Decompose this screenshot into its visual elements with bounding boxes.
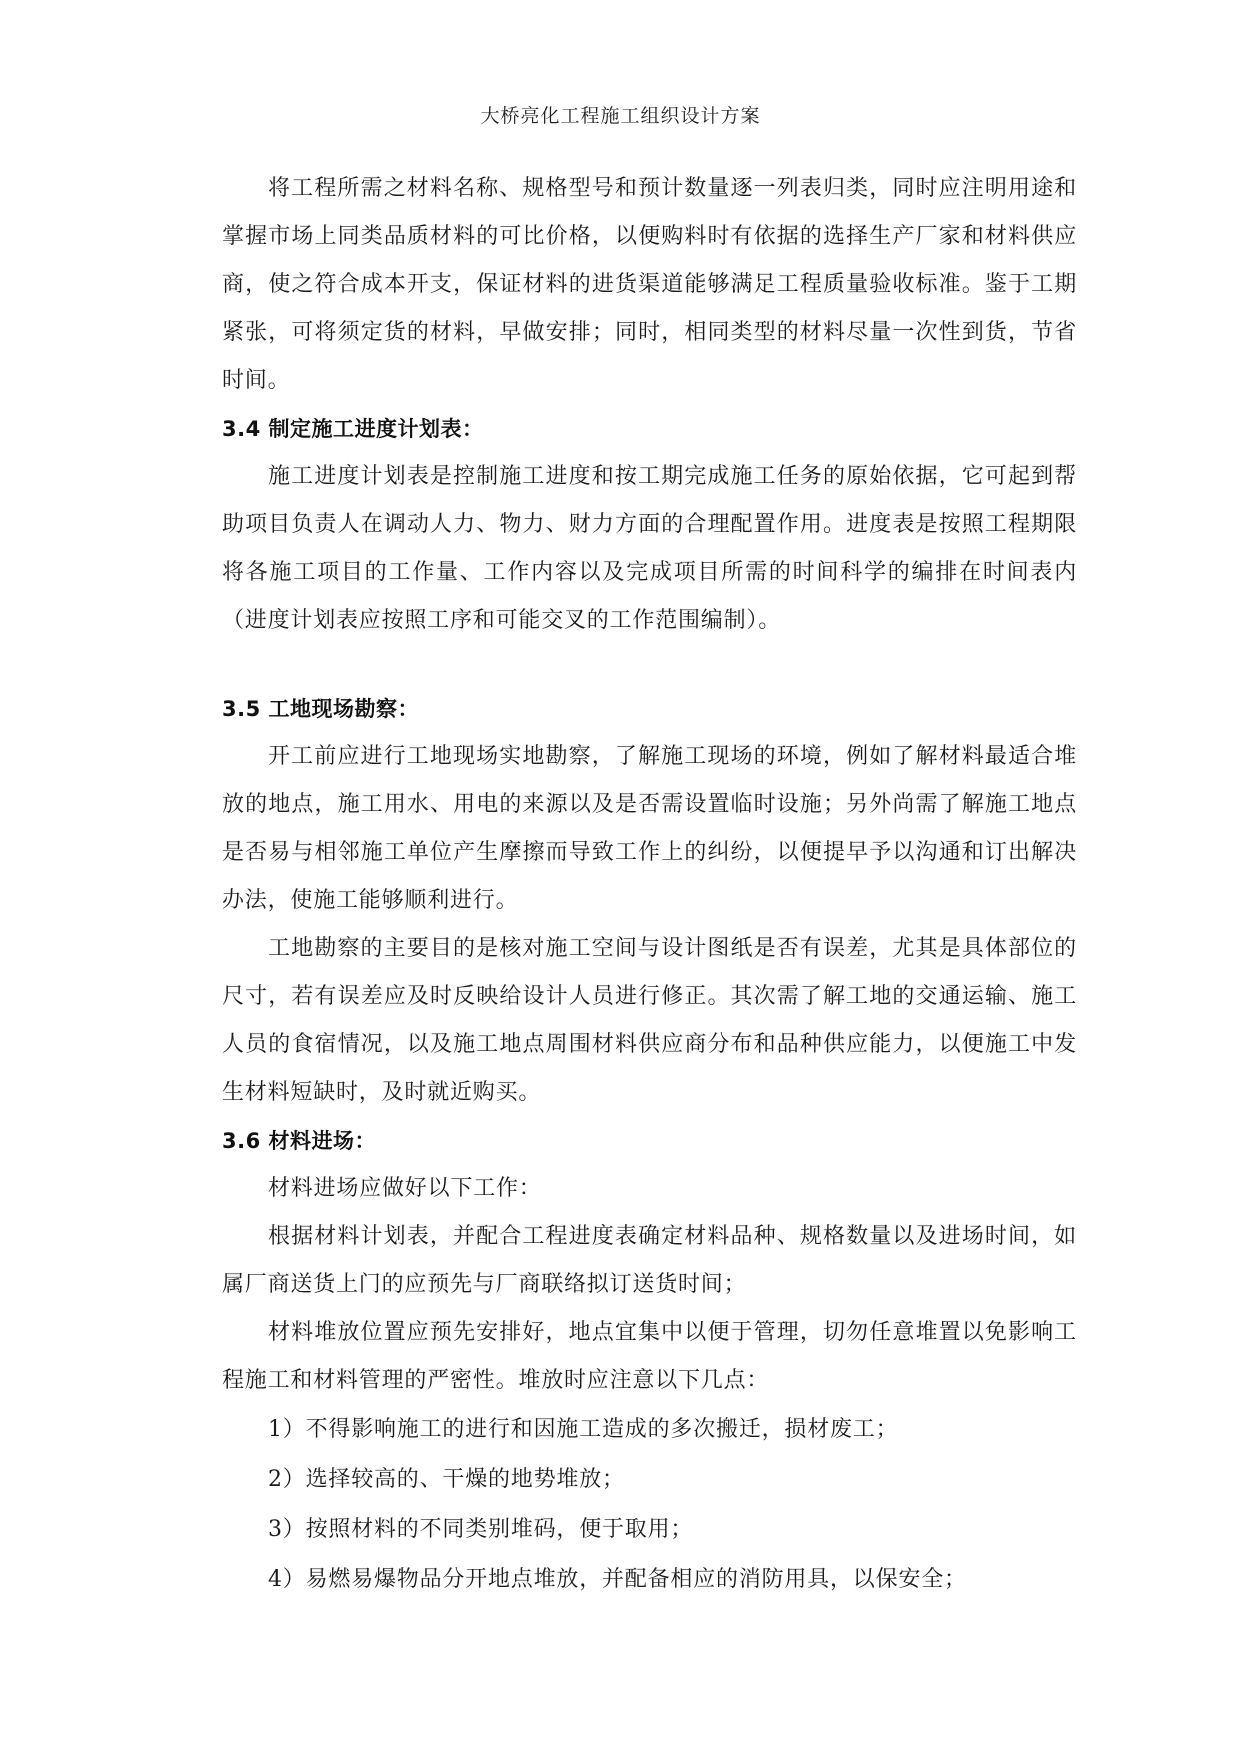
intro-paragraph: 将工程所需之材料名称、规格型号和预计数量逐一列表归类，同时应注明用途和掌握市场上同类品质材料的可比价格，以便购料时有依据的选择生产厂家和材料供应商，使之符合成本开支，保证材料的进货渠道能够满足工程质量验收标准。鉴于工期紧张，可将须定货的材料，早做安排；同时，相同类型的材料尽量一次性到货，节省时间。	[222, 176, 1077, 393]
section-3-4-heading: 3.4 制定施工进度计划表：	[222, 417, 484, 441]
list-item: 2）选择较高的、干燥的地势堆放；	[268, 1467, 625, 1492]
section-3-5-heading: 3.5 工地现场勘察：	[222, 697, 420, 721]
section-3-6-paragraph-2: 根据材料计划表，并配合工程进度表确定材料品种、规格数量以及进场时间，如属厂商送货上门的应预先与厂商联络拟订送货时间；	[222, 1224, 1077, 1297]
section-3-6-paragraph-3: 材料堆放位置应预先安排好，地点宜集中以便于管理，切勿任意堆置以免影响工程施工和材料管理的严密性。堆放时应注意以下几点：	[222, 1320, 1077, 1393]
list-item: 1）不得影响施工的进行和因施工造成的多次搬迁，损材废工；	[268, 1417, 899, 1442]
document-body	[222, 165, 1077, 1605]
section-spacer	[222, 645, 1077, 685]
section-3-5-paragraph-2: 工地勘察的主要目的是核对施工空间与设计图纸是否有误差，尤其是具体部位的尺寸，若有误差应及时反映给设计人员进行修正。其次需了解工地的交通运输、施工人员的食宿情况，以及施工地点周围材料供应商分布和品种供应能力，以便施工中发生材料短缺时，及时就近购买。	[222, 936, 1077, 1105]
section-3-4-paragraph: 施工进度计划表是控制施工进度和按工期完成施工任务的原始依据，它可起到帮助项目负责人在调动人力、物力、财力方面的合理配置作用。进度表是按照工程期限将各施工项目的工作量、工作内容以及完成项目所需的时间科学的编排在时间表内（进度计划表应按照工序和可能交叉的工作范围编制）。	[222, 464, 1077, 633]
list-item: 4）易燃易爆物品分开地点堆放，并配备相应的消防用具，以保安全；	[268, 1567, 967, 1592]
page-header-title: 大桥亮化工程施工组织设计方案	[480, 105, 761, 127]
section-3-5-paragraph-1: 开工前应进行工地现场实地勘察，了解施工现场的环境，例如了解材料最适合堆放的地点，施工用水、用电的来源以及是否需设置临时设施；另外尚需了解施工地点是否易与相邻施工单位产生摩擦而导致工作上的纠纷，以便提早予以沟通和订出解决办法，使施工能够顺利进行。	[222, 744, 1077, 913]
section-3-6-heading: 3.6 材料进场：	[222, 1129, 377, 1153]
section-3-6-paragraph-1: 材料进场应做好以下工作：	[268, 1176, 542, 1201]
list-item: 3）按照材料的不同类别堆码，便于取用；	[268, 1517, 694, 1542]
